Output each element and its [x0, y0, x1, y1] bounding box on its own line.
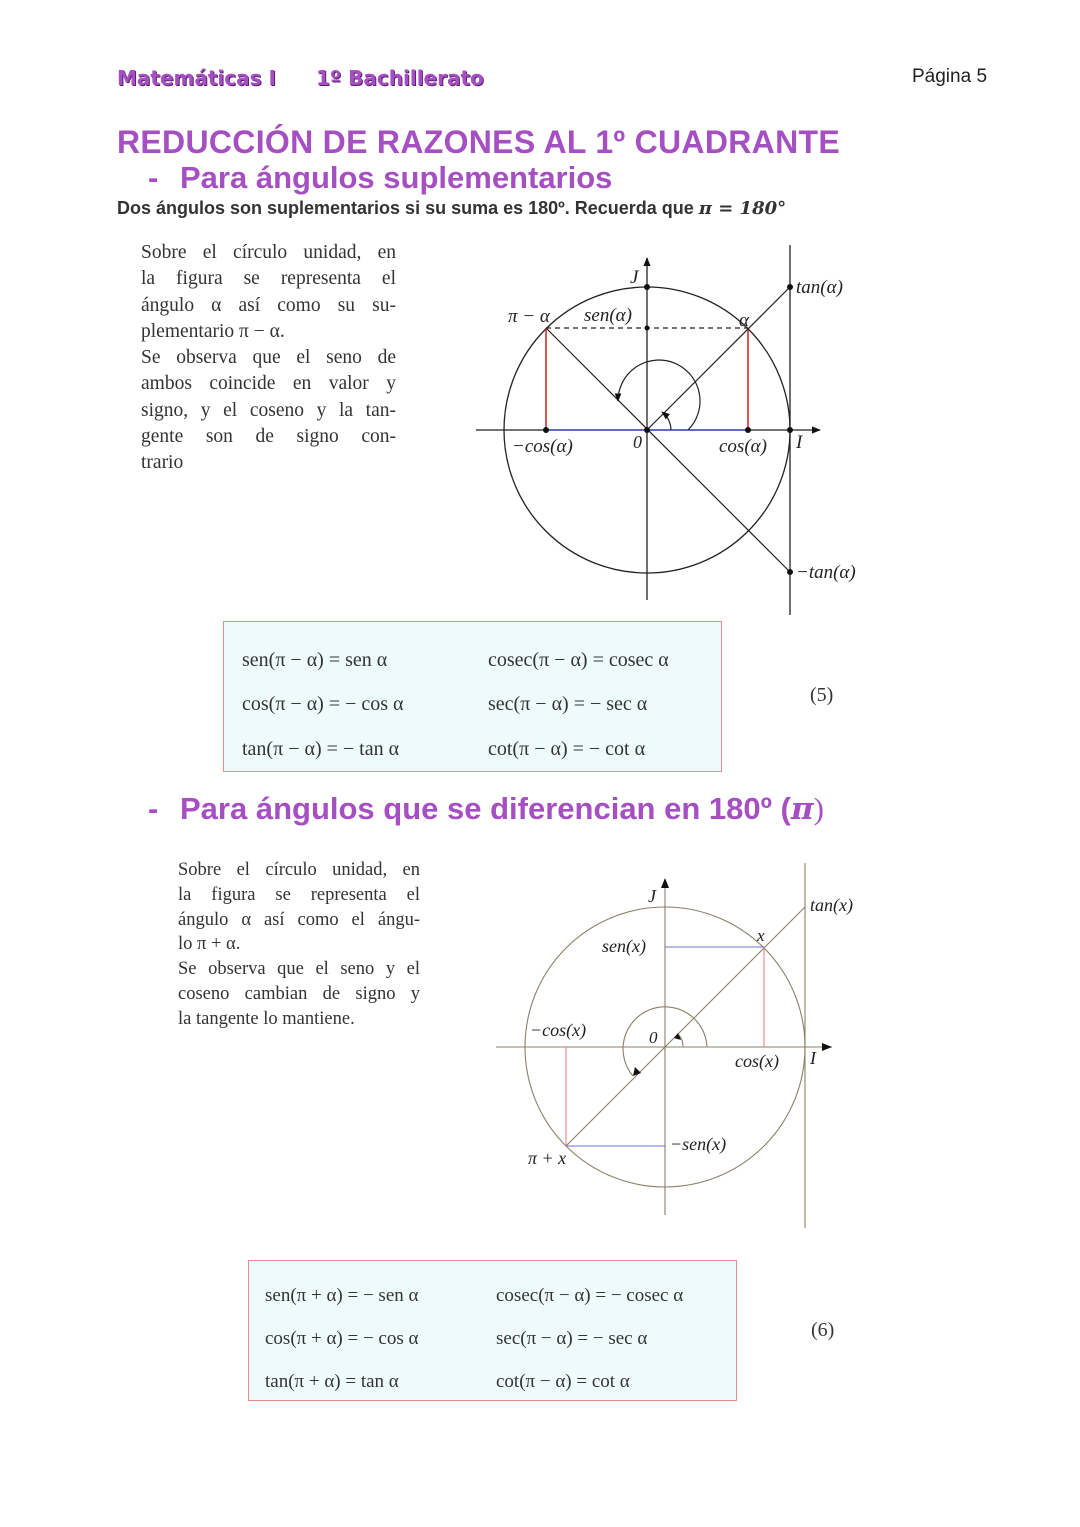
formula-cosec: cosec(π − α) = cosec α — [488, 649, 669, 671]
paragraph-line: lo π + α. — [178, 934, 241, 955]
header-level: 1º Bachillerato — [316, 66, 484, 90]
origin-point — [644, 427, 650, 433]
label-sen: sen(x) — [602, 936, 646, 956]
part2-heading-text: Para ángulos que se diferencian en 180º ( — [180, 791, 791, 826]
point-J — [644, 284, 650, 290]
label-sen: sen(α) — [584, 305, 632, 326]
paragraph-line: coseno cambian de signo y — [178, 983, 420, 1004]
paragraph-line: Sobre el círculo unidad, en — [178, 860, 420, 880]
label-pi-minus-alpha: π − α — [508, 306, 550, 327]
paragraph-line: plementario π − α. — [141, 320, 285, 342]
pi-plus-angle-figure — [490, 860, 880, 1240]
label-neg-sen: −sen(x) — [670, 1134, 727, 1154]
label-cos: cos(x) — [735, 1051, 779, 1071]
formula-cot: cot(π − α) = − cot α — [488, 738, 646, 760]
part1-heading — [148, 160, 612, 196]
label-tan: tan(x) — [810, 895, 853, 915]
label-neg-cos: −cos(α) — [512, 436, 573, 457]
label-zero: 0 — [649, 1028, 658, 1047]
paragraph-line: gente son de signo con- — [141, 426, 396, 448]
label-J: J — [648, 886, 656, 906]
formula-cos: cos(π − α) = − cos α — [242, 693, 404, 715]
formula-tan: tan(π + α) = tan α — [265, 1371, 399, 1392]
part1-paragraph — [141, 240, 396, 477]
label-I: I — [810, 1048, 816, 1068]
alpha-angle-arc — [662, 412, 671, 430]
tan-point — [787, 284, 793, 290]
paragraph-line: Sobre el círculo unidad, en — [141, 242, 396, 263]
label-cos: cos(α) — [719, 436, 767, 457]
y-axis-arrow — [661, 878, 669, 888]
page-number: Página 5 — [912, 66, 988, 87]
paragraph-line: Se observa que el seno de — [141, 347, 396, 369]
paragraph-line: ambos coincide en valor y — [141, 373, 396, 395]
label-J: J — [630, 267, 639, 288]
heading-dash: - — [148, 160, 159, 195]
paragraph-line: la tangente lo mantiene. — [178, 1008, 355, 1029]
formula-cos: cos(π + α) = − cos α — [265, 1328, 419, 1349]
neg-tan-point — [787, 569, 793, 575]
paragraph-line: la figura se representa el — [141, 268, 396, 290]
part1-heading-text: Para ángulos suplementarios — [180, 160, 613, 195]
label-neg-tan: −tan(α) — [796, 562, 856, 583]
formula-cosec: cosec(π − α) = − cosec α — [496, 1285, 684, 1306]
supplement-angle-arc — [618, 360, 700, 430]
neg-cos-point — [543, 427, 549, 433]
supplementary-angle-figure — [460, 240, 880, 620]
part2-heading-close: ) — [813, 791, 824, 826]
paragraph-line: signo, y el coseno y la tan- — [141, 399, 396, 421]
part1-definition — [117, 198, 786, 219]
label-tan: tan(α) — [796, 277, 843, 298]
paragraph-line: ángulo α así como su su- — [141, 294, 396, 316]
label-alpha: α — [739, 310, 749, 331]
paragraph-line: ángulo α así como el ángu- — [178, 909, 420, 930]
formula-cot: cot(π − α) = cot α — [496, 1371, 630, 1392]
formula-sen: sen(π + α) = − sen α — [265, 1285, 419, 1306]
paragraph-line: la figura se representa el — [178, 884, 420, 905]
label-x: x — [757, 926, 765, 945]
label-pi-plus-x: π + x — [528, 1148, 567, 1168]
formula-tan: tan(π − α) = − tan α — [242, 738, 400, 760]
cos-point — [745, 427, 751, 433]
formula-sec: sec(π − α) = − sec α — [496, 1328, 648, 1349]
label-neg-cos: −cos(x) — [530, 1020, 587, 1040]
equation-number-6: (6) — [811, 1319, 835, 1341]
x-axis-arrow — [822, 1043, 832, 1051]
heading-dash: - — [148, 791, 159, 826]
equation-number-5: (5) — [810, 684, 834, 706]
section-title: REDUCCIÓN DE RAZONES AL 1º CUADRANTE — [117, 124, 840, 160]
paragraph-line: Se observa que el seno y el — [178, 959, 420, 980]
formula-box-6 — [248, 1260, 737, 1401]
formula-box-5 — [223, 621, 722, 772]
part2-heading — [148, 791, 824, 827]
part2-heading-math: π — [790, 791, 814, 827]
header-subject: Matemáticas I — [117, 66, 276, 90]
formula-sec: sec(π − α) = − sec α — [488, 693, 648, 715]
label-I: I — [796, 432, 803, 453]
sine-axis-point — [645, 326, 650, 331]
part2-paragraph — [178, 858, 420, 1032]
terminal-ray-alpha — [647, 287, 790, 430]
paragraph-line: trario — [141, 452, 184, 474]
definition-text: Dos ángulos son suplementarios si su suma es 180º. Recuerda que — [117, 198, 699, 218]
label-zero: 0 — [633, 432, 642, 452]
point-I — [787, 427, 793, 433]
formula-sen: sen(π − α) = sen α — [242, 649, 388, 671]
definition-math: π = 180° — [698, 198, 787, 219]
